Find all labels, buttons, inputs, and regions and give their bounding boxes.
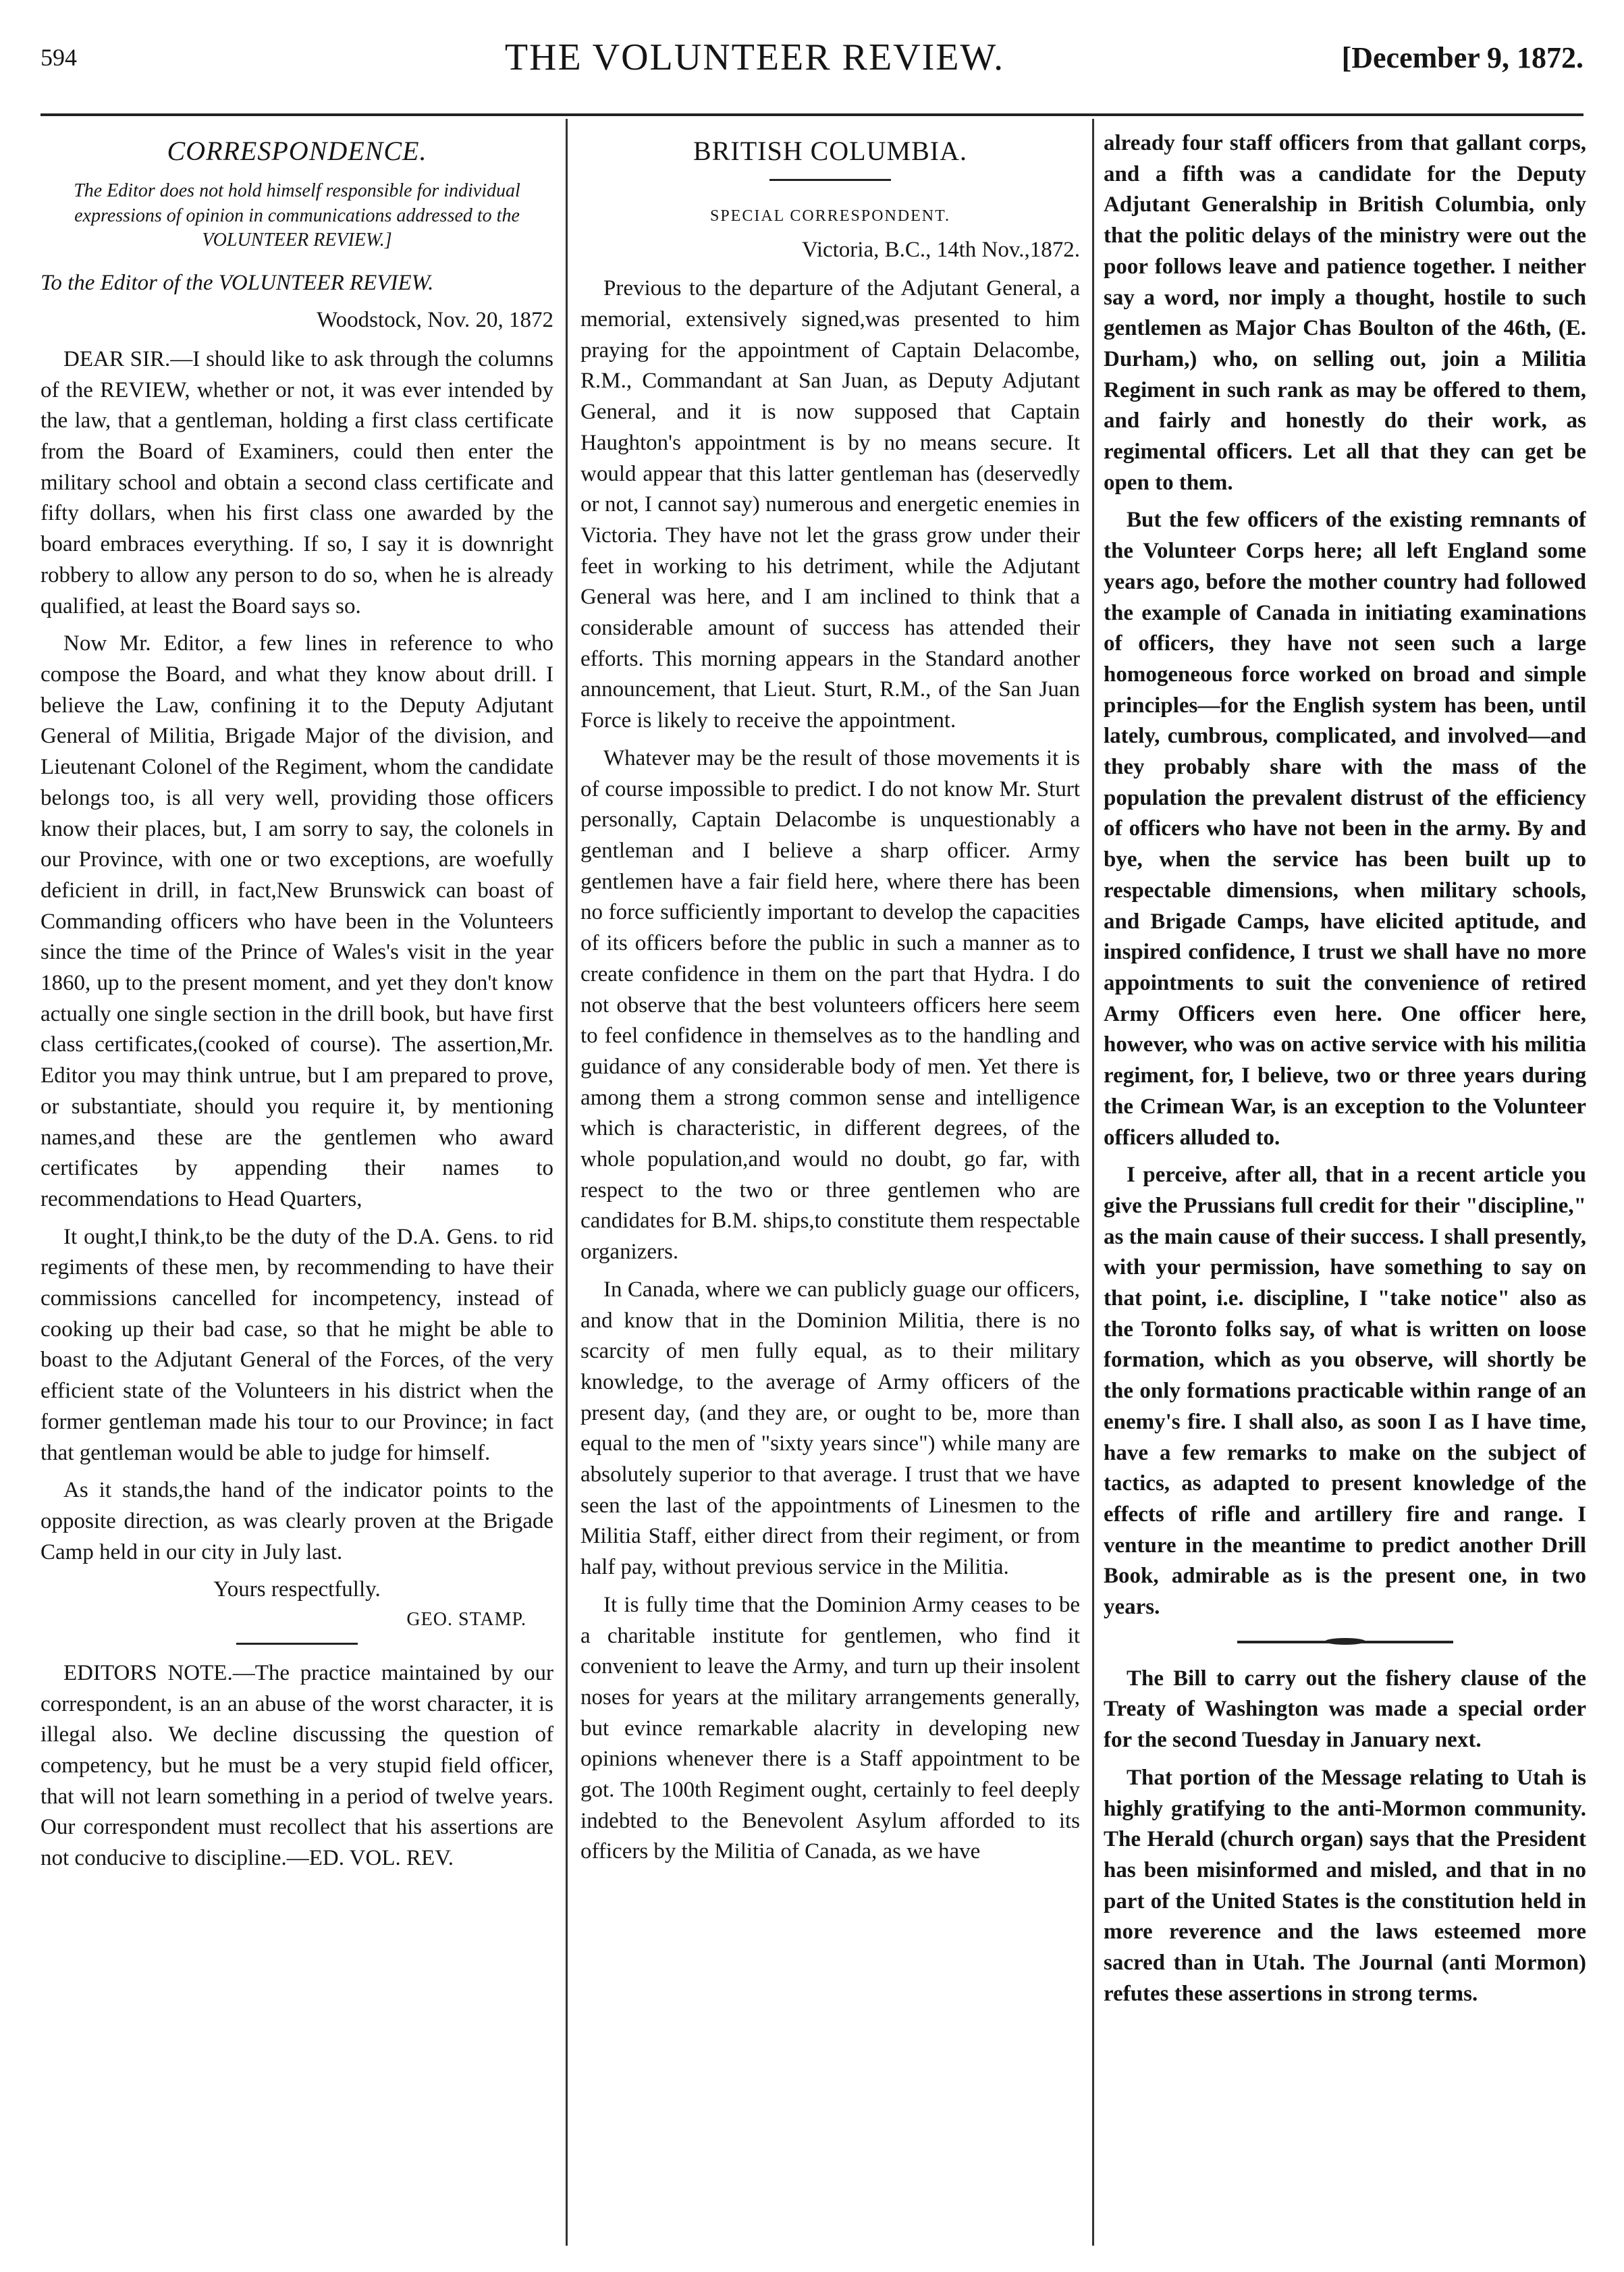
section-rule [769,179,891,181]
article-paragraph: In Canada, where we can publicly guage our officers, and know that in the Dominion Militia, there is no scarcity of men fully equal, as to their military knowledge, to the average of Army officers of the present day, (and they are, or ought to be, more than equal to the men of "sixty years since") while many are absolutely superior to that average. I trust that we have seen the last of the appointments of Linesmen to the Militia Staff, either direct from their regiment, or from half pay, without previous service in the Militia. [580,1277,1080,1580]
article-paragraph: But the few officers of the existing remnants of the Volunteer Corps here; all left England some years ago, before the mother country had followed the example of Canada in initiating examinations of officers, they have not seen such a large homogeneous force worked on broad and simple principles—for the English system has been, until lately, cumbrous, complicated, and involved—and they probably share with the mass of the population the prevalent distrust of the efficiency of officers who have not been in the army. By and bye, when the service has been built up to respectable dimensions, when military schools, and Brigade Camps, have elicited aptitude, and inspired confidence, I trust we shall have no more appointments to suit the convenience of retired Army Officers even here. One officer here, however, who was on active service with his militia regiment, for, I believe, two or three years during the Crimean War, is an exception to the Volunteer officers alluded to. [1104,508,1586,1150]
news-item: That portion of the Message relating to Utah is highly gratifying to the anti-Mormon community. The Herald (church organ) says that the President has been misinformed and misled, and that in no part of the United States is the constitution held in more reverence and the laws esteemed more sacred than in Utah. The Journal (anti Mormon) refutes these assertions in strong terms. [1104,1765,1586,2006]
letter-dateline: Woodstock, Nov. 20, 1872 [317,308,553,333]
article-paragraph: Previous to the departure of the Adjutant General, a memorial, extensively signed,was presented to him praying for the appointment of Captain Delacombe, R.M., Commandant at San Juan, as Deputy Adjutant General, and it is now supposed that Captain Haughton's appointment is by no means secure. It would appear that this latter gentleman has (deservedly or not, I cannot say) numerous and energetic enemies in Victoria. They have not let the grass grow under their feet in working to his detriment, while the Adjutant General was here, and I am inclined to think that a considerable amount of success has attended their efforts. This morning appears in the Standard another announcement, that Lieut. Sturt, R.M., of the San Juan Force is likely to receive the appointment. [580,276,1080,733]
letter-paragraph: Now Mr. Editor, a few lines in reference to who compose the Board, and what they know about drill. I believe the Law, confining it to the Deputy Adjutant General of Militia, Brigade Major of the division, and Lieutenant Colonel of the Regiment, whom the candidate belongs too, is all very well, providing those officers know their places, but, I am sorry to say, the colonels in our Province, with one or two exceptions, are woefully deficient in drill, in fact,New Brunswick can boast of Commanding officers who have been in the Volunteers since the time of the Prince of Wales's visit in the year 1860, up to the present moment, and yet they don't know actually one single section in the drill book, but have first class certificates,(cooked of course). The assertion,Mr. Editor you may think untrue, but I am prepared to prove, or substantiate, should you require it, by mentioning names,and these are the gentlemen who award certificates by appending their names to recommendations to Head Quarters, [40,631,553,1211]
article-paragraph: Whatever may be the result of those movements it is of course impossible to predict. I do not know Mr. Sturt personally, Captain Delacombe is unquestionably a gentleman and I believe a sharp officer. Army gentlemen have a fair field here, where there has been no force sufficiently important to develop the capacities of its officers before the public in such a manner as to create confidence in them on the part that Hydra. I do not observe that the best volunteers officers here seem to feel confidence in themselves as to the handling and guidance of any considerable body of men. Yet there is among them a strong common sense and intelligence which is characteristic, in different degrees, of the whole population,and would no doubt, go far, with respect to the two or three gentlemen who are candidates for B.M. ships,to constitute them respectable organizers. [580,745,1080,1265]
publication-title: THE VOLUNTEER REVIEW. [504,36,1005,78]
ornamental-rule [1237,1641,1453,1643]
article-paragraph: already four staff officers from that gallant corps, and a fifth was a candidate for the Deputy Adjutant Generalship in British Columbia, only that the politic delays of the ministry were out the poor follows leave and patience together. I neither say a word, nor imply a thought, hostile to such gentlemen as Major Chas Boulton of the 46th, (E. Durham,) who, on selling out, join a Militia Regiment in such rank as may be offered to them, and fairly and honestly do their work, as regimental officers. Let all that they can get be open to them. [1104,131,1586,495]
editors-note: EDITORS NOTE.—The practice maintained by our correspondent, is an an abuse of the worst character, it is illegal also. We decline discussing the question of competency, but he must be a very stupid field officer, that will not learn something in a period of twelve years. Our correspondent must recollect that his assertions are not conducive to discipline.—ED. VOL. REV. [40,1660,553,1871]
issue-date: [December 9, 1872. [1341,41,1584,74]
masthead [40,7,1584,108]
letter-address: To the Editor of the VOLUNTEER REVIEW. [40,270,434,295]
article-paragraph: I perceive, after all, that in a recent article you give the Prussians full credit for their "discipline," as the main cause of their success. I shall presently, with your permission, have something to say on that point, i.e. discipline, I "take notice" also as the Toronto folks say, of what is written on loose formation, which as you observe, will shortly be the only formations practicable within range of an enemy's fire. I shall also, as soon I as I have time, have a few remarks to make on the subject of tactics, as adapted to present knowledge of the effects of rifle and artillery fire and range. I venture in the meantime to predict another Drill Book, admirable as is the present one, in two years. [1104,1163,1586,1620]
column-british-columbia [580,128,1080,2255]
section-heading: BRITISH COLUMBIA. [693,136,967,166]
column-correspondence [40,128,553,2255]
news-item: The Bill to carry out the fishery clause of the Treaty of Washington was made a special order for the second Tuesday in January next. [1104,1666,1586,1753]
section-heading: CORRESPONDENCE. [167,136,427,166]
article-dateline: Victoria, B.C., 14th Nov.,1872. [801,237,1080,262]
page-number: 594 [40,44,77,71]
letter-paragraph: As it stands,the hand of the indicator points to the opposite direction, as was clearly proven at the Brigade Camp held in our city in July last. [40,1478,553,1564]
letter-paragraph: DEAR SIR.—I should like to ask through the columns of the REVIEW, whether or not, it was ever intended by the law, that a gentleman, holding a first class certificate from the Board of Examiners, could then enter the military school and obtain a second class certificate and fifty dollars, when his first class one awarded by the board embraces everything. If so, I say it is downright robbery to allow any person to do so, when he is already qualified, at least the Board says so. [40,346,553,618]
section-subheading: SPECIAL CORRESPONDENT. [709,207,951,226]
article-paragraph: It is fully time that the Dominion Army ceases to be a charitable institute for gentlemen, who find it convenient to leave the Army, and turn up their insolent noses for years at the military arrangements generally, but evince remarkable alacrity in developing new opinions whenever there is a Staff appointment to be got. The 100th Regiment ought, certainly to feel deeply indebted to the Benevolent Asylum afforded to its officers by the Militia of Canada, as we have [580,1592,1080,1864]
editor-disclaimer: The Editor does not hold himself responsible for individual expressions of opinion in communications addressed to the VOLUNTEER REVIEW.] [74,180,520,251]
column-divider [1092,119,1094,2246]
masthead-rule [40,113,1584,116]
section-rule [236,1643,358,1645]
letter-paragraph: It ought,I think,to be the duty of the D.A. Gens. to rid regiments of these men, by recommending to have their commissions cancelled for incompetency, instead of cooking up their bad case, so that he might be able to boast to the Adjutant General of the Forces, of the very efficient state of the Volunteers in his district when the former gentleman made his tour to our Province; in fact that gentleman would be able to judge for himself. [40,1224,553,1465]
column-divider [566,119,568,2246]
letter-closing: Yours respectfully. [213,1577,381,1602]
column-continued [1104,128,1586,2255]
letter-signature: GEO. STAMP. [406,1609,526,1631]
